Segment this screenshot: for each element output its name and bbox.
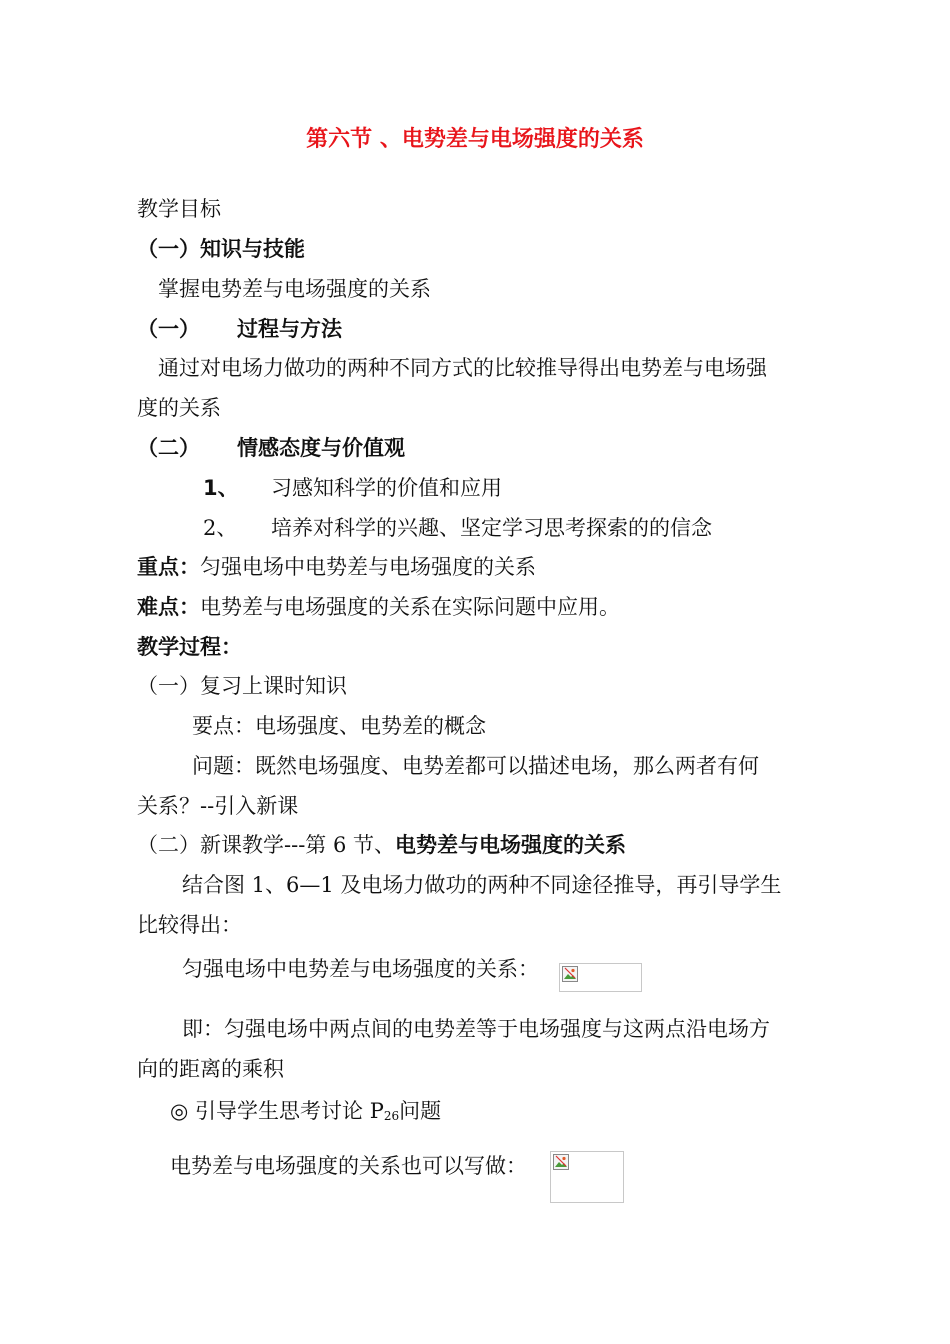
difficulty-text: 电势差与电场强度的关系在实际问题中应用。 bbox=[200, 595, 620, 619]
key-point bbox=[137, 552, 536, 582]
process-text-line1: 通过对电场力做功的两种不同方式的比较推导得出电势差与电场强 bbox=[158, 356, 767, 380]
review-heading: （一）复习上课时知识 bbox=[137, 674, 347, 698]
emotion-heading-num: （二） bbox=[137, 436, 200, 460]
discuss-line bbox=[170, 1096, 441, 1131]
new-lesson-heading bbox=[137, 830, 626, 860]
discuss-tail: 问题 bbox=[399, 1099, 442, 1123]
emotion-item-2 bbox=[203, 513, 712, 543]
emotion-item-1 bbox=[203, 473, 502, 503]
key-point-text: 匀强电场中电势差与电场强度的关系 bbox=[200, 555, 536, 579]
review-question-line1: 问题：既然电场强度、电势差都可以描述电场，那么两者有何 bbox=[192, 754, 759, 778]
emotion-item-1-num: 1、 bbox=[203, 476, 239, 500]
difficulty bbox=[137, 592, 620, 622]
broken-image-icon bbox=[562, 966, 578, 982]
review-question-line2: 关系？--引入新课 bbox=[137, 794, 299, 818]
difficulty-label: 难点： bbox=[137, 595, 200, 619]
relation-text: 匀强电场中电势差与电场强度的关系： bbox=[182, 957, 539, 981]
process-heading-text: 过程与方法 bbox=[237, 317, 342, 341]
discuss-page-subscript: 26 bbox=[383, 1109, 400, 1123]
derive-line2: 比较得出： bbox=[137, 913, 242, 937]
formula-image-2 bbox=[550, 1151, 624, 1203]
emotion-item-1-text: 习感知科学的价值和应用 bbox=[271, 476, 502, 500]
review-points: 要点：电场强度、电势差的概念 bbox=[192, 714, 486, 738]
key-point-label: 重点： bbox=[137, 555, 200, 579]
process-text-line2: 度的关系 bbox=[137, 396, 221, 420]
derive-line1: 结合图 1、6—1 及电场力做功的两种不同途径推导，再引导学生 bbox=[182, 873, 782, 897]
meaning-line1: 即：匀强电场中两点间的电势差等于电场强度与这两点沿电场方 bbox=[182, 1017, 770, 1041]
emotion-heading-text: 情感态度与价值观 bbox=[237, 436, 405, 460]
new-lesson-heading-bold: 电势差与电场强度的关系 bbox=[395, 833, 626, 857]
broken-image-icon bbox=[553, 1154, 569, 1170]
process-heading-num: （一） bbox=[137, 317, 200, 341]
new-lesson-heading-plain: （二）新课教学---第 6 节、 bbox=[137, 833, 395, 857]
meaning-line2: 向的距离的乘积 bbox=[137, 1057, 284, 1081]
emotion-item-2-text: 培养对科学的兴趣、坚定学习思考探索的的信念 bbox=[271, 516, 712, 540]
discuss-symbol: ◎ bbox=[170, 1099, 189, 1123]
goals-heading: 教学目标 bbox=[137, 197, 221, 221]
discuss-text: 引导学生思考讨论 P bbox=[195, 1099, 384, 1123]
alt-relation-text: 电势差与电场强度的关系也可以写做： bbox=[170, 1154, 527, 1178]
formula-image-1 bbox=[559, 963, 642, 992]
knowledge-text: 掌握电势差与电场强度的关系 bbox=[158, 277, 431, 301]
process-heading bbox=[137, 314, 342, 344]
emotion-item-2-num: 2、 bbox=[203, 516, 238, 540]
process-section-heading: 教学过程： bbox=[137, 635, 242, 659]
document-title: 第六节 、电势差与电场强度的关系 bbox=[306, 127, 644, 152]
knowledge-heading: （一）知识与技能 bbox=[137, 237, 305, 261]
emotion-heading bbox=[137, 433, 405, 463]
